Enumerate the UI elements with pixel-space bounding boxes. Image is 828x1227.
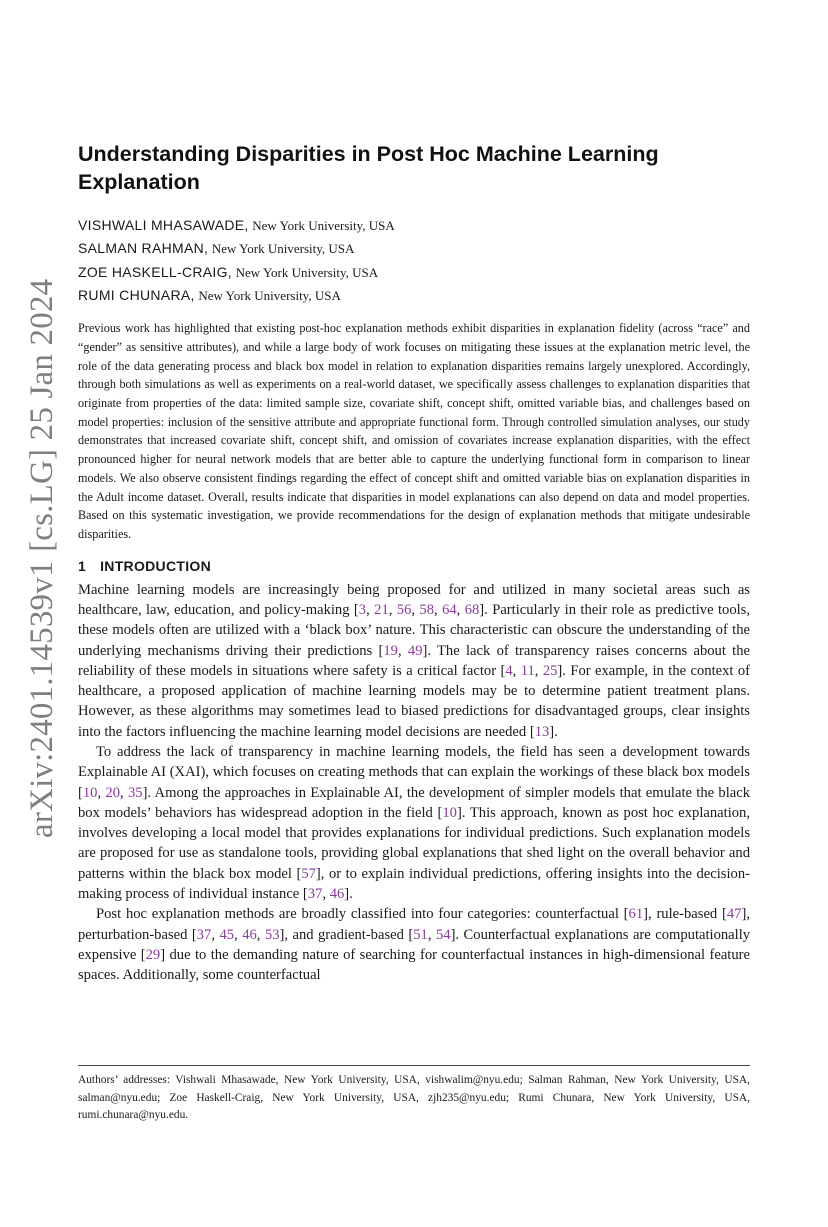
author-entry [78, 214, 750, 237]
citation-link[interactable]: 54 [435, 926, 451, 943]
author-name: SALMAN RAHMAN, [78, 240, 209, 257]
citation-link[interactable]: 61 [628, 906, 644, 923]
citation-link[interactable]: 47 [726, 906, 742, 923]
citation-link[interactable]: 53 [264, 926, 280, 943]
arxiv-identifier: arXiv:2401.14539v1 [cs.LG] 25 Jan 2024 [24, 278, 60, 838]
paper-body [78, 140, 750, 986]
paragraph-3: Post hoc explanation methods are broadly classified into four categories: counterfactual [61], rule-based [47], perturbation-based [37, 45, 46, 53], and gradient-based [51, 54]. Counterfactual explanations are computationally expensive [29] due to the demanding nature of searching for counterfactual instances in high-dimensional feature spaces. Additionally, some counterfactual [78, 906, 751, 984]
citation-link[interactable]: 13 [534, 723, 550, 740]
citation-link[interactable]: 29 [145, 946, 161, 963]
citation-link[interactable]: 46 [242, 926, 257, 943]
citation-link[interactable]: 35 [127, 784, 143, 801]
citation-link[interactable]: 4 [505, 662, 513, 679]
citation-link[interactable]: 37 [196, 926, 212, 943]
citation-link[interactable]: 21 [374, 601, 389, 618]
citation-link[interactable]: 11 [520, 662, 535, 679]
citation-link[interactable]: 3 [358, 601, 367, 618]
author-addresses-footnote: Authors’ addresses: Vishwali Mhasawade, New York University, USA, vishwalim@nyu.edu; Salman Rahman, New York University, USA, salman@nyu.edu; Zoe Haskell-Craig, New York University, USA, zjh235@nyu.edu; Rumi Chunara, New York University, USA, rumi.chunara@nyu.edu. [78, 1065, 750, 1125]
paragraph-1: Machine learning models are increasingly being proposed for and utilized in many societal areas such as healthcare, law, education, and policy-making [3, 21, 56, 58, 64, 68]. Particularly in their role as predictive tools, these models often are utilized with a ‘black box’ nature. This characteristic can obscure the understanding of the underlying mechanisms driving their predictions [19, 49]. The lack of transparency raises concerns about the reliability of these models in situations where safety is a critical factor [4, 11, 25]. For example, in the context of healthcare, a proposed application of machine learning models may be to determine patient treatment plans. However, as these algorithms may sometimes lead to biased predictions for disadvantaged groups, clear insights into the factors influencing the machine learning model decisions are needed [13]. [78, 581, 751, 740]
citation-link[interactable]: 10 [442, 804, 457, 821]
author-name: RUMI CHUNARA, [78, 286, 195, 303]
citation-link[interactable]: 57 [301, 865, 316, 882]
paragraph-2: To address the lack of transparency in machine learning models, the field has seen a development towards Explainable AI (XAI), which focuses on creating methods that can explain the workings of these black box models [10, 20, 35]. Among the approaches in Explainable AI, the development of simpler models that emulate the black box models’ behaviors has widespread adoption in the field [10]. This approach, known as post hoc explanation, involves developing a local model that provides explanations for individual predictions. Such explanation models are proposed for use as standalone tools, providing global explanations that shed light on the overall behavior and patterns within the black box model [57], or to explain individual predictions, offering insights into the decision-making process of individual instance [37, 46]. [78, 744, 751, 903]
author-name: VISHWALI MHASAWADE, [78, 217, 249, 233]
section-number: 1 [78, 557, 87, 574]
citation-link[interactable]: 49 [407, 642, 423, 659]
citation-link[interactable]: 58 [419, 601, 435, 618]
paper-title: Understanding Disparities in Post Hoc Machine Learning Explanation [78, 142, 659, 194]
section-heading [78, 556, 750, 576]
author-list [78, 214, 750, 307]
citation-link[interactable]: 46 [329, 886, 345, 903]
citation-link[interactable]: 64 [442, 601, 457, 618]
author-entry [78, 284, 750, 307]
author-affiliation: New York University, USA [235, 264, 379, 280]
abstract: Previous work has highlighted that existing post-hoc explanation methods exhibit disparities in explanation fidelity (across “race” and “gender” as sensitive attributes), and while a large body of work focuses on mitigating these issues at the explanation metric level, the role of the data generating process and black box model in relation to explanation disparities remains largely unexplored. Accordingly, through both simulations as well as experiments on a real-world dataset, we specifically assess challenges to explanation disparities that originate from properties of the data: limited sample size, covariate shift, concept shift, omitted variable bias, and challenges based on model properties: inclusion of the sensitive attribute and appropriate functional form. Through controlled simulation analyses, our study demonstrates that increased covariate shift, concept shift, and omission of covariates increase explanation disparities, with the effect pronounced higher for neural network models that are better able to capture the underlying functional form in comparison to linear models. We also observe consistent findings regarding the effect of concept shift and omitted variable bias on explanation disparities in the Adult income dataset. Overall, results indicate that disparities in model explanations can also depend on data and model properties. Based on this systematic investigation, we provide recommendations for the design of explanation methods that mitigate undesirable disparities. [78, 321, 750, 541]
citation-link[interactable]: 56 [396, 601, 412, 618]
author-affiliation: New York University, USA [198, 287, 341, 303]
citation-link[interactable]: 37 [307, 886, 323, 903]
citation-link[interactable]: 45 [219, 926, 235, 943]
citation-link[interactable]: 68 [464, 601, 480, 618]
citation-link[interactable]: 25 [542, 662, 558, 679]
author-entry [78, 261, 750, 284]
citation-link[interactable]: 51 [413, 926, 428, 943]
author-name: ZOE HASKELL-CRAIG, [78, 263, 232, 280]
section-title: INTRODUCTION [100, 557, 212, 574]
citation-link[interactable]: 19 [383, 642, 398, 659]
author-affiliation: New York University, USA [211, 241, 355, 257]
author-affiliation: New York University, USA [252, 218, 395, 233]
citation-link[interactable]: 20 [105, 784, 121, 801]
citation-link[interactable]: 10 [82, 784, 98, 801]
author-entry [78, 237, 750, 260]
